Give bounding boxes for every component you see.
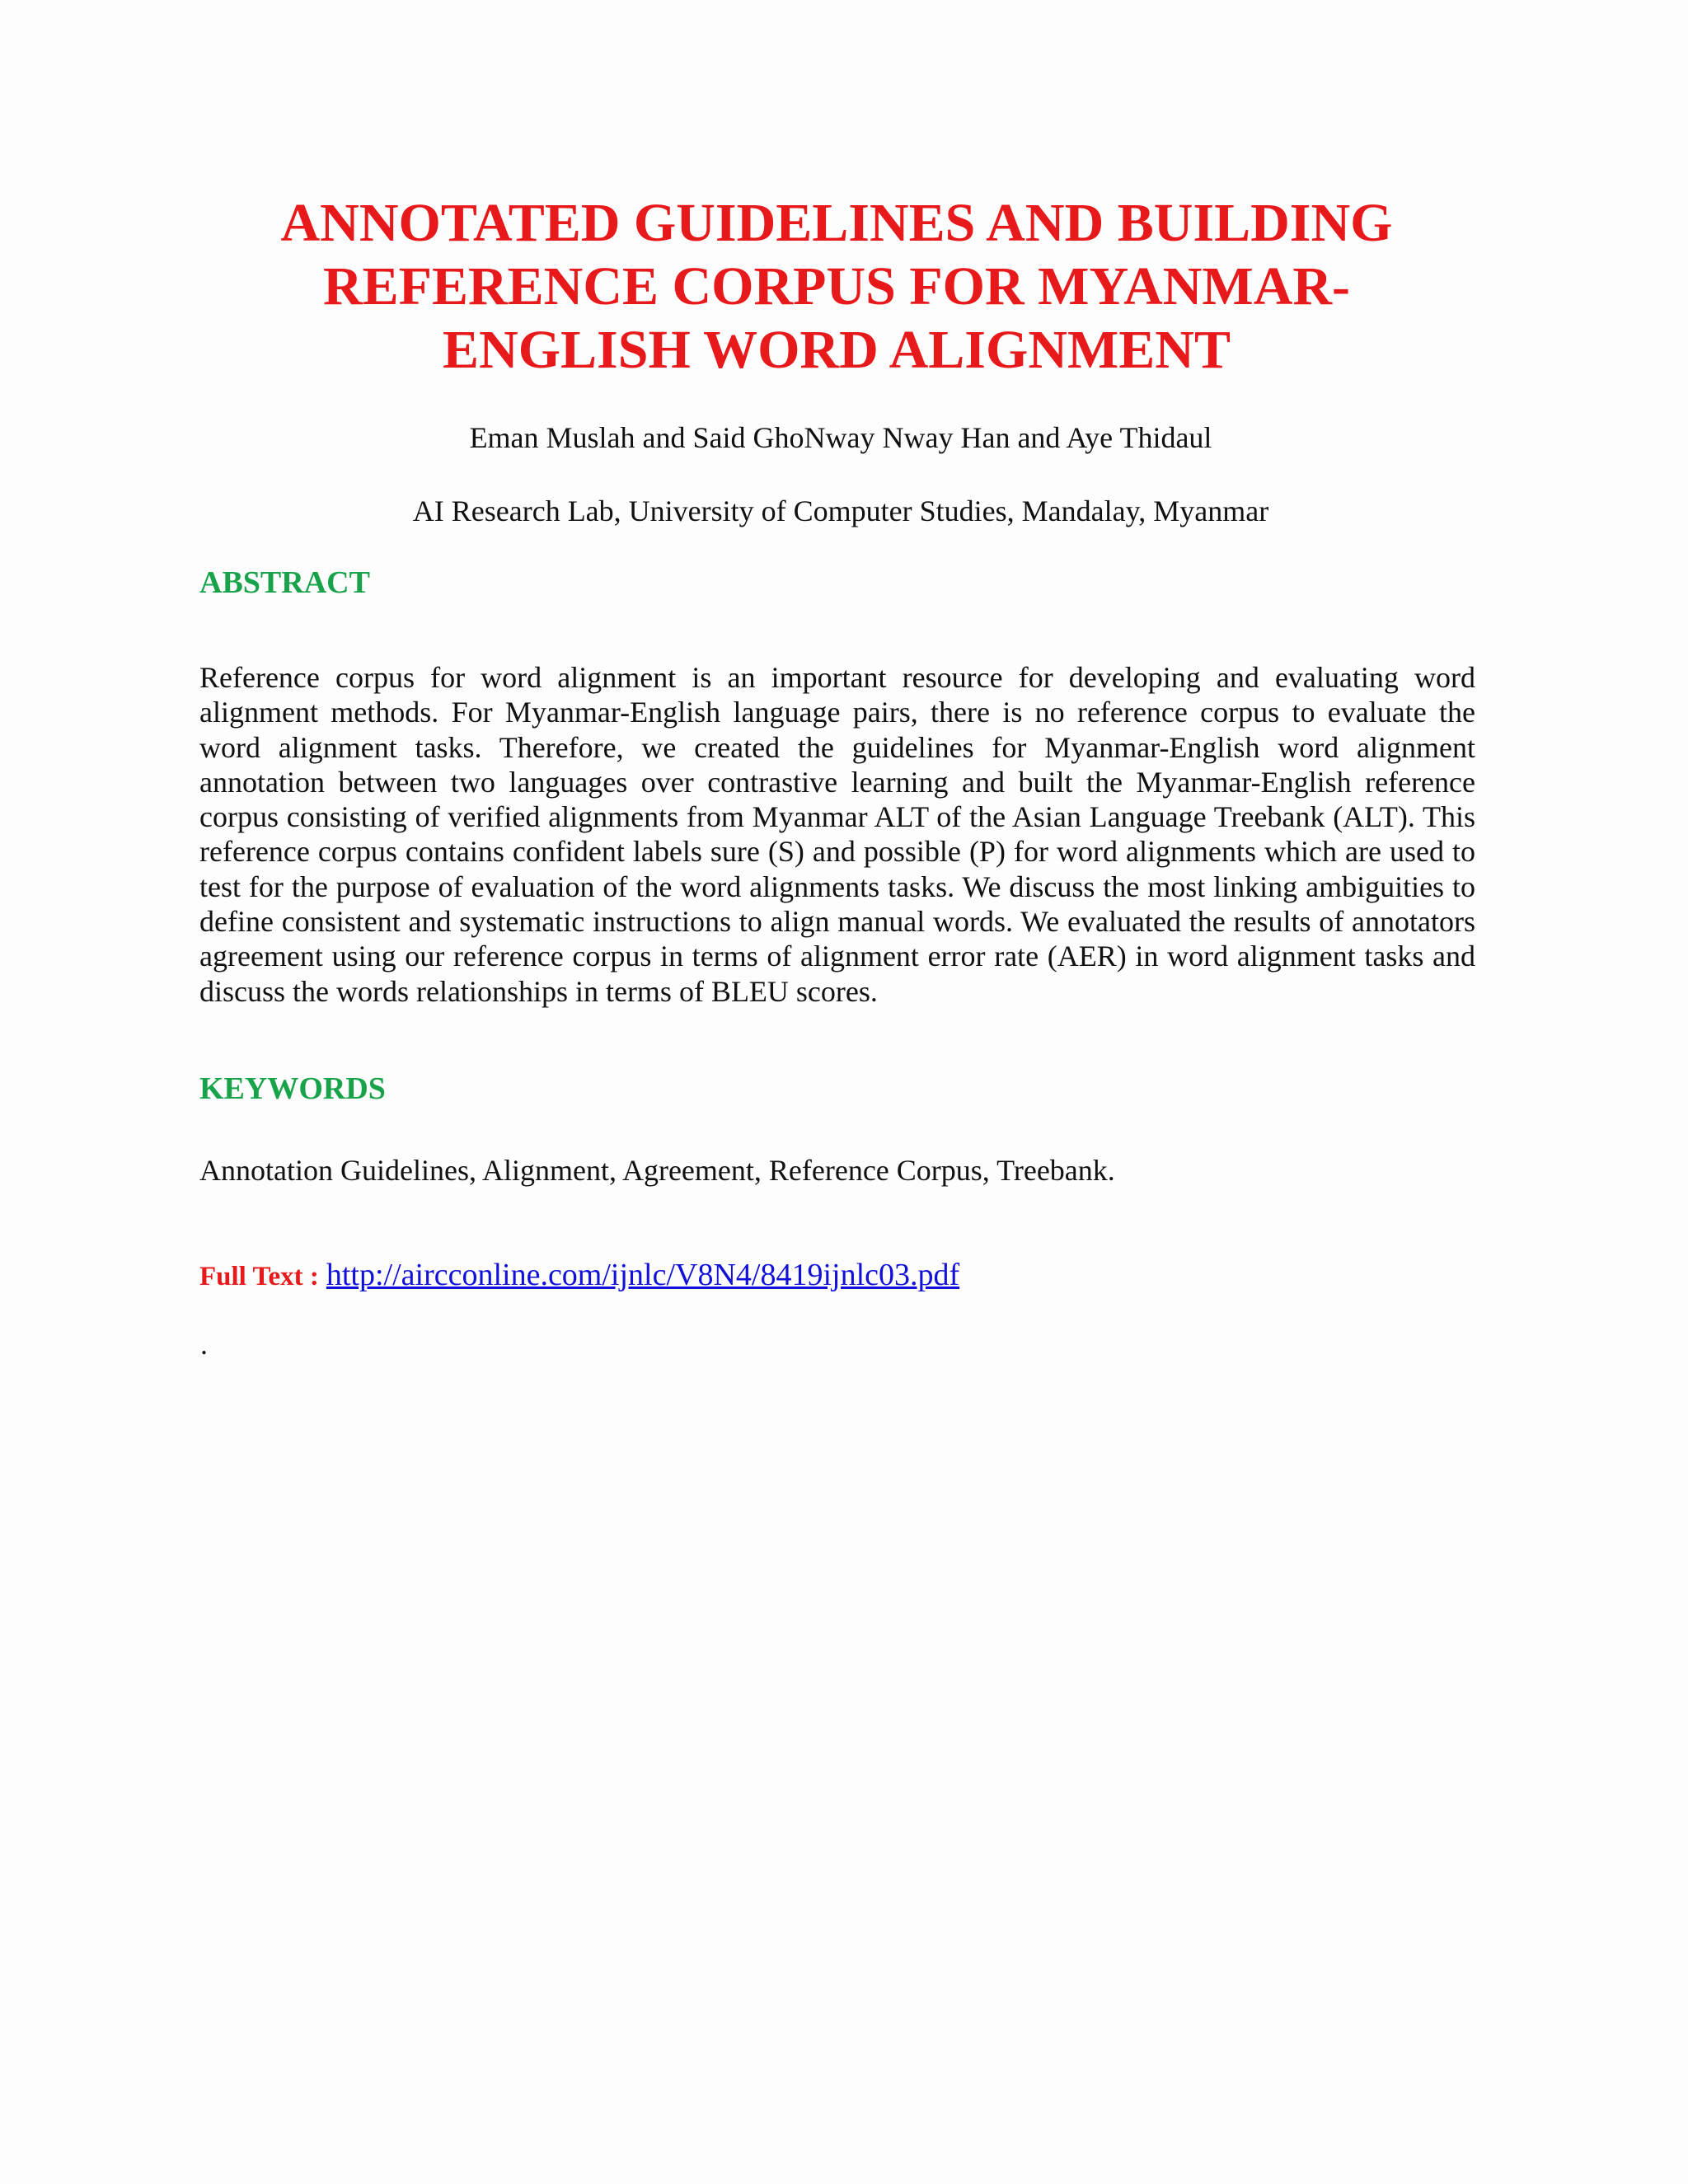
full-text-line	[199, 1256, 959, 1296]
full-text-label: Full Text :	[199, 1262, 319, 1291]
paper-title	[198, 191, 1475, 382]
author-affiliation: AI Research Lab, University of Computer Studies, Mandalay, Myanmar	[412, 494, 1269, 527]
trailing-mark: .	[200, 1328, 208, 1361]
title-line-2: REFERENCE CORPUS FOR MYANMAR-	[322, 256, 1351, 316]
author-list: Eman Muslah and Said GhoNway Nway Han and Aye Thidaul	[469, 421, 1212, 454]
abstract-heading: ABSTRACT	[199, 565, 370, 600]
title-line-1: ANNOTATED GUIDELINES AND BUILDING	[280, 193, 1393, 253]
keywords-text: Annotation Guidelines, Alignment, Agreement, Reference Corpus, Treebank.	[199, 1154, 1115, 1187]
full-text-link[interactable]: http://aircconline.com/ijnlc/V8N4/8419ijnlc03.pdf	[326, 1258, 960, 1292]
title-line-3: ENGLISH WORD ALIGNMENT	[443, 320, 1231, 380]
keywords-heading: KEYWORDS	[199, 1071, 386, 1106]
abstract-text: Reference corpus for word alignment is an important resource for developing and evaluating word alignment methods. For Myanmar-English language pairs, there is no reference corpus to evaluate the word alignment tasks. Therefore, we created the guidelines for Myanmar-English word alignment annotation between two languages over contrastive learning and built the Myanmar-English reference corpus consisting of verified alignments from Myanmar ALT of the Asian Language Treebank (ALT). This reference corpus contains confident labels sure (S) and possible (P) for word alignments which are used to test for the purpose of evaluation of the word alignments tasks. We discuss the most linking ambiguities to define consistent and systematic instructions to align manual words. We evaluated the results of annotators agreement using our reference corpus in terms of alignment error rate (AER) in word alignment tasks and discuss the words relationships in terms of BLEU scores.	[199, 661, 1475, 1008]
